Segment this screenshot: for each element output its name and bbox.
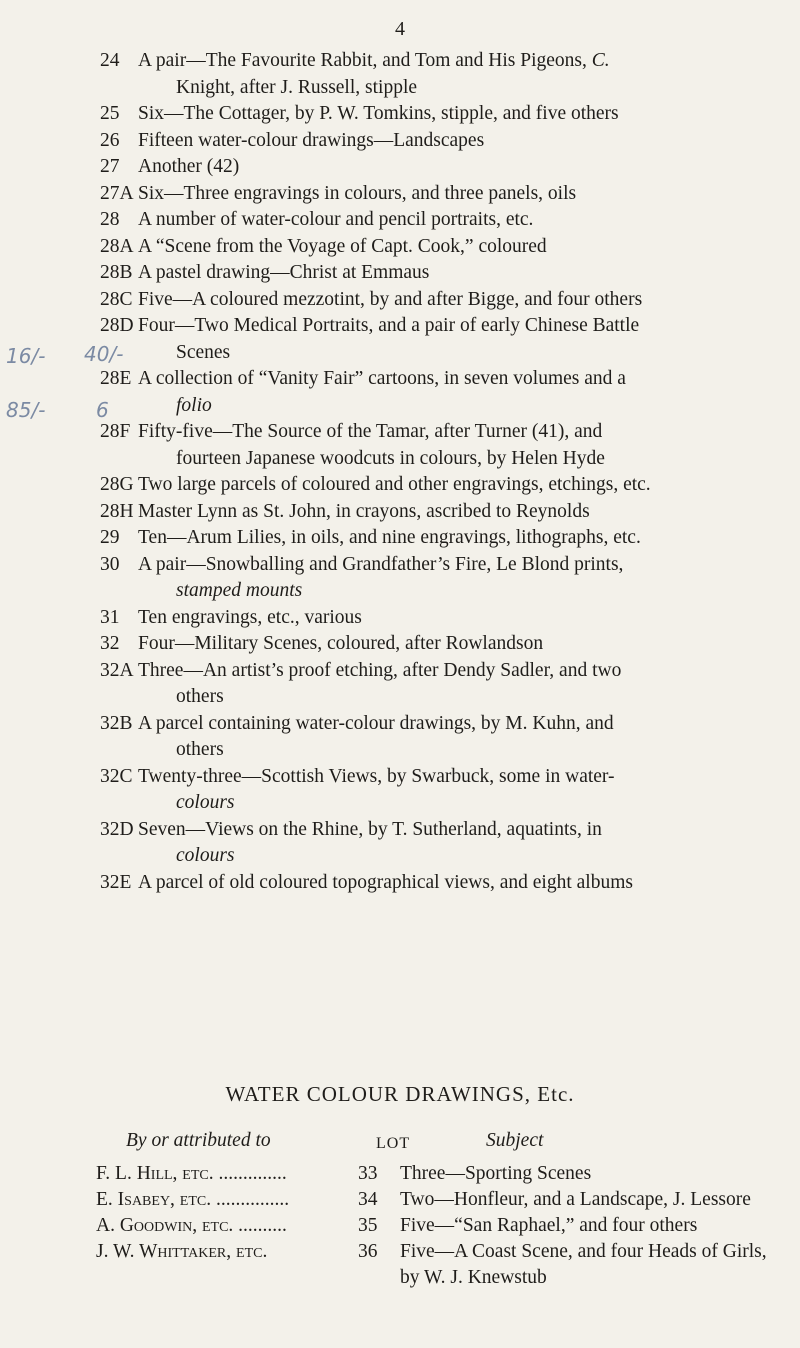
lot-number: 32E [100, 871, 132, 893]
lot-number: 26 [100, 129, 120, 151]
lot-number: 28F [100, 421, 131, 442]
artist-cell: F. L. Hill, etc. .............. [96, 1163, 287, 1184]
header-attributed: By or attributed to [126, 1130, 271, 1151]
lot-cell: 35 [358, 1215, 378, 1236]
subject-cell: Three—Sporting Scenes [400, 1163, 592, 1184]
lot-description: A pair—Snowballing and Grandfather’s Fire, Le Blond prints, stamped mounts [138, 553, 624, 601]
lot-description: A “Scene from the Voyage of Capt. Cook,” coloured [138, 235, 547, 257]
lot-item [100, 419, 790, 472]
lot-number: 32A [100, 659, 134, 681]
table-row [96, 1239, 786, 1291]
lot-number: 28E [100, 368, 132, 389]
page-number: 4 [395, 18, 405, 40]
lot-item [100, 101, 790, 128]
lot-item [100, 366, 790, 419]
lot-item [100, 764, 790, 817]
lot-number: 32C [100, 765, 133, 787]
lot-item [100, 631, 790, 658]
margin-price-note: 85/- [6, 398, 46, 422]
lot-description: Ten engravings, etc., various [138, 606, 362, 628]
lot-item [100, 154, 790, 181]
lot-number: 30 [100, 553, 120, 575]
lot-item [100, 870, 790, 897]
lot-number: 28B [100, 262, 133, 283]
lot-item [100, 181, 790, 208]
lot-number: 28D [100, 315, 134, 336]
artist-cell: J. W. Whittaker, etc. [96, 1241, 268, 1262]
lot-description: Master Lynn as St. John, in crayons, ascribed to Reynolds [138, 500, 590, 522]
lot-number: 32 [100, 633, 120, 654]
lot-cell: 33 [358, 1163, 378, 1184]
lot-item [100, 234, 790, 261]
lot-description: A parcel containing water-colour drawings, by M. Kuhn, and others [138, 712, 614, 760]
lot-number: 28G [100, 474, 134, 495]
table-row [96, 1187, 786, 1213]
header-subject: Subject [486, 1130, 544, 1151]
artist-cell: E. Isabey, etc. ............... [96, 1189, 290, 1210]
lot-number: 28C [100, 288, 133, 310]
subject-cell: Five—“San Raphael,” and four others [400, 1215, 698, 1236]
margin-price-note: 6 [96, 398, 109, 422]
lot-description: A collection of “Vanity Fair” cartoons, in seven volumes and a folio [138, 368, 626, 416]
lot-description: Four—Two Medical Portraits, and a pair of early Chinese Battle Scenes [138, 315, 640, 363]
lot-item [100, 711, 790, 764]
lot-item [100, 207, 790, 234]
header-lot: LOT [376, 1135, 411, 1152]
lot-description: Two large parcels of coloured and other engravings, etchings, etc. [138, 474, 651, 495]
margin-price-note: 40/- [84, 342, 124, 366]
lot-number: 28A [100, 235, 134, 257]
lot-item [100, 817, 790, 870]
lot-description: A pastel drawing—Christ at Emmaus [138, 262, 430, 283]
lot-item [100, 525, 790, 552]
lot-item [100, 128, 790, 155]
lot-number: 31 [100, 606, 120, 628]
lot-description: A parcel of old coloured topographical views, and eight albums [138, 871, 633, 893]
lot-description: A number of water-colour and pencil portraits, etc. [138, 209, 534, 230]
table-row [96, 1213, 786, 1239]
lot-number: 27 [100, 156, 120, 177]
lot-cell: 34 [358, 1189, 378, 1210]
lot-number: 32B [100, 712, 133, 734]
lot-description: Fifty-five—The Source of the Tamar, after Turner (41), and fourteen Japanese woodcuts in colours, by Helen Hyde [138, 421, 605, 469]
watercolour-table [96, 1128, 786, 1291]
lot-description: Another (42) [138, 156, 240, 177]
subject-cell: Five—A Coast Scene, and four Heads of Girls, by W. J. Knewstub [400, 1241, 767, 1288]
lot-description: Fifteen water-colour drawings—Landscapes [138, 129, 485, 151]
lot-item [100, 552, 790, 605]
subject-cell: Two—Honfleur, and a Landscape, J. Lessore [400, 1189, 751, 1210]
section-heading: WATER COLOUR DRAWINGS, Etc. [225, 1082, 575, 1106]
lot-item [100, 499, 790, 526]
lot-item [100, 260, 790, 287]
lot-description: Five—A coloured mezzotint, by and after Bigge, and four others [138, 288, 643, 310]
artist-cell: A. Goodwin, etc. .......... [96, 1215, 287, 1236]
lot-description: Six—Three engravings in colours, and three panels, oils [138, 182, 577, 204]
table-row [96, 1161, 786, 1187]
lot-item [100, 313, 790, 366]
table-header [96, 1128, 786, 1157]
lot-item [100, 287, 790, 314]
lot-list [100, 48, 790, 896]
lot-description: Four—Military Scenes, coloured, after Rowlandson [138, 633, 544, 654]
lot-cell: 36 [358, 1241, 378, 1262]
lot-number: 28H [100, 500, 134, 522]
lot-description: Seven—Views on the Rhine, by T. Sutherland, aquatints, in colours [138, 818, 602, 866]
lot-number: 32D [100, 818, 134, 840]
lot-number: 24 [100, 50, 120, 71]
lot-item [100, 605, 790, 632]
lot-number: 25 [100, 103, 120, 124]
lot-item [100, 472, 790, 499]
lot-description: Twenty-three—Scottish Views, by Swarbuck, some in water- colours [138, 765, 615, 813]
lot-description: A pair—The Favourite Rabbit, and Tom and His Pigeons, C. Knight, after J. Russell, stipple [138, 50, 610, 98]
lot-item [100, 48, 790, 101]
lot-item [100, 658, 790, 711]
lot-description: Three—An artist’s proof etching, after Dendy Sadler, and two others [138, 659, 622, 707]
lot-number: 29 [100, 527, 120, 548]
lot-number: 27A [100, 182, 134, 204]
lot-description: Six—The Cottager, by P. W. Tomkins, stipple, and five others [138, 103, 619, 124]
lot-number: 28 [100, 209, 120, 230]
lot-description: Ten—Arum Lilies, in oils, and nine engravings, lithographs, etc. [138, 527, 641, 548]
margin-price-note: 16/- [6, 344, 46, 368]
